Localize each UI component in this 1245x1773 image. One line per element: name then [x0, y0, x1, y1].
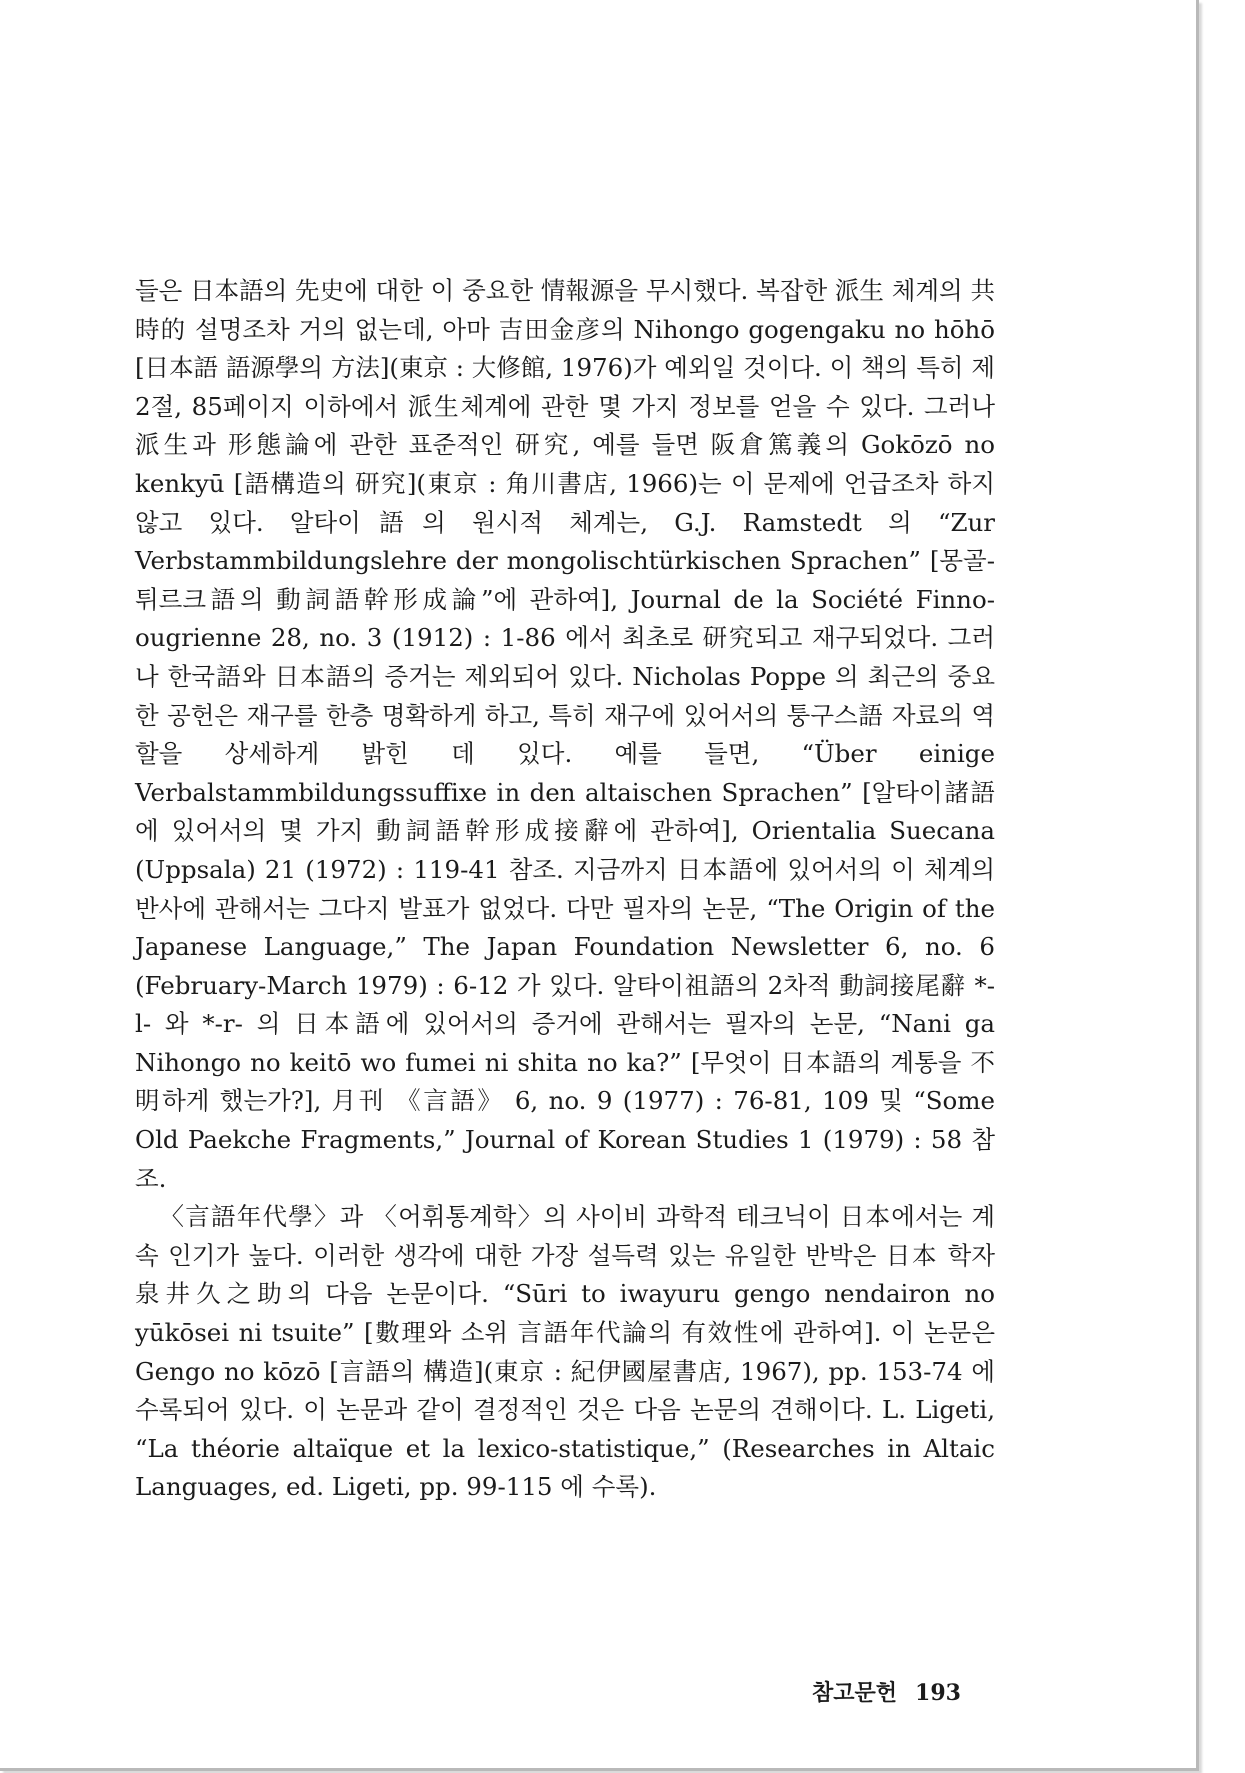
running-section-title: 참고문헌: [812, 1680, 898, 1706]
page-footer: [812, 1676, 961, 1707]
reference-paragraph-2: 〈言語年代學〉과 〈어휘통계학〉의 사이비 과학적 테크닉이 日本에서는 계속 인기가 높다. 이러한 생각에 대한 가장 설득력 있는 유일한 반박은 日本 학자 泉井久之助의 다음 논문이다. “Sūri to iwayuru gengo nendairon no yūkōsei ni tsuite” [數理와 소위 言語年代論의 有效性에 관하여]. 이 논문은 Gengo no kōzō [言語의 構造](東京 : 紀伊國屋書店, 1967), pp. 153-74 에 수록되어 있다. 이 논문과 같이 결정적인 것은 다음 논문의 견해이다. L. Ligeti, “La théorie altaïque et la lexico-statistique,” (Researches in Altaic Languages, ed. Ligeti, pp. 99-115 에 수록).: [135, 1202, 995, 1502]
page-number: 193: [915, 1680, 961, 1706]
reference-paragraph-1: 들은 日本語의 先史에 대한 이 중요한 情報源을 무시했다. 복잡한 派生 체계의 共時的 설명조차 거의 없는데, 아마 吉田金彦의 Nihongo gogengaku no hōhō [日本語 語源學의 方法](東京 : 大修館, 1976)가 예외일 것이다. 이 책의 특히 제 2절, 85페이지 이하에서 派生체계에 관한 몇 가지 정보를 얻을 수 있다. 그러나 派生과 形態論에 관한 표준적인 研究, 예를 들면 阪倉篤義의 Gokōzō no kenkyū [語構造의 研究](東京 : 角川書店, 1966)는 이 문제에 언급조차 하지 않고 있다. 알타이語의 원시적 체계는, G.J. Ramstedt 의 “Zur Verbstammbildungslehre der mongolischtürkischen Sprachen” [몽골-튀르크語의 動詞語幹形成論”에 관하여], Journal de la Société Finno-ougrienne 28, no. 3 (1912) : 1-86 에서 최초로 研究되고 재구되었다. 그러나 한국語와 日本語의 증거는 제외되어 있다. Nicholas Poppe 의 최근의 중요한 공헌은 재구를 한층 명확하게 하고, 특히 재구에 있어서의 퉁구스語 자료의 역할을 상세하게 밝힌 데 있다. 예를 들면, “Über einige Verbalstammbildungssuffixe in den altaischen Sprachen” [알타이諸語에 있어서의 몇 가지 動詞語幹形成接辭에 관하여], Orientalia Suecana (Uppsala) 21 (1972) : 119-41 참조. 지금까지 日本語에 있어서의 이 체계의 반사에 관해서는 그다지 발표가 없었다. 다만 필자의 논문, “The Origin of the Japanese Language,” The Japan Foundation Newsletter 6, no. 6 (February-March 1979) : 6-12 가 있다. 알타이祖語의 2차적 動詞接尾辭 *-l- 와 *-r- 의 日本語에 있어서의 증거에 관해서는 필자의 논문, “Nani ga Nihongo no keitō wo fumei ni shita no ka?” [무엇이 日本語의 계통을 不明하게 했는가?], 月刊 《言語》 6, no. 9 (1977) : 76-81, 109 및 “Some Old Paekche Fragments,” Journal of Korean Studies 1 (1979) : 58 참조.: [135, 276, 995, 1193]
reference-notes-body: [135, 272, 995, 1507]
